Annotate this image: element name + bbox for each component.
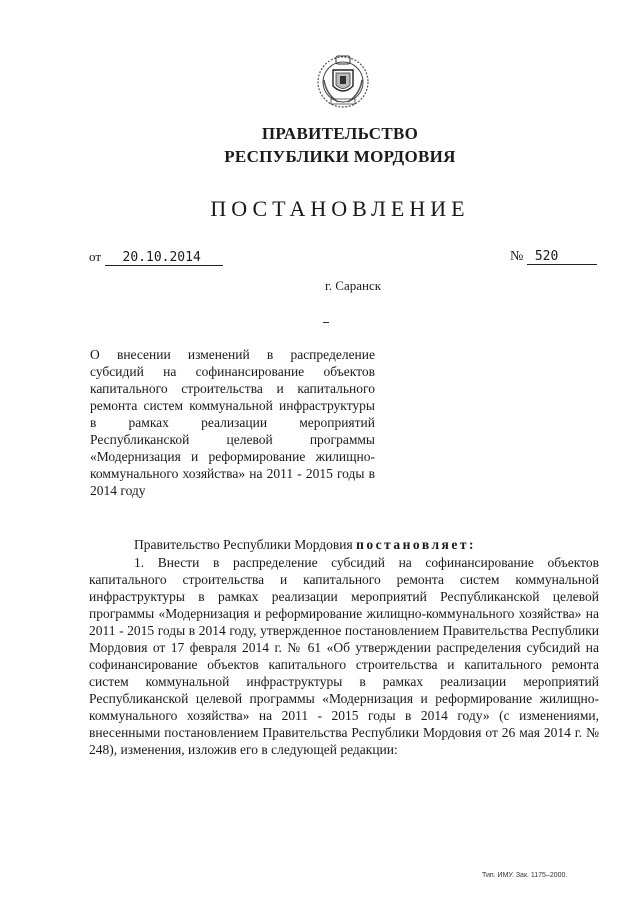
- organization-name-line1: ПРАВИТЕЛЬСТВО: [261, 124, 419, 143]
- number-label: №: [510, 249, 524, 264]
- print-footer: Тип. ИМУ. Зак. 1175–2000.: [482, 872, 568, 879]
- separator-mark: [323, 322, 329, 323]
- number-value: 520: [527, 249, 597, 265]
- organization-name-line2: РЕСПУБЛИКИ МОРДОВИЯ: [224, 147, 456, 166]
- document-heading: О внесении изменений в распределение субсидий на софинансирование объектов капитального строительства и капитального ремонта систем коммунальной инфраструктуры в рамках реализации мероприятий Республиканской целевой программы «Модернизация и реформирование жилищно-коммунального хозяйства» на 2011 - 2015 годы в 2014 году: [90, 347, 375, 498]
- paragraph-1: 1. Внести в распределение субсидий на софинансирование объектов капитального строительства и капитального ремонта систем коммунальной инфраструктуры в рамках реализации мероприятий Республиканской целевой программы «Модернизация и реформирование жилищно-коммунального хозяйства» на 2011 - 2015 годы в 2014 году, утвержденное постановлением Правительства Республики Мордовия от 17 февраля 2014 г. № 61 «Об утверждении распределения субсидий на софинансирование объектов капитального строительства и капитального ремонта систем коммунальной инфраструктуры в рамках реализации мероприятий Республиканской целевой программы «Модернизация и реформирование жилищно-коммунального хозяйства» на 2011 - 2015 годы в 2014 году» (с изменениями, внесенными постановлением Правительства Республики Мордовия от 26 мая 2014 г. № 248), изменения, изложив его в следующей редакции:: [89, 555, 599, 757]
- preamble: [134, 537, 476, 553]
- date-line: [89, 249, 223, 266]
- date-value: 20.10.2014: [105, 250, 223, 266]
- preamble-prefix: Правительство Республики Мордовия: [134, 537, 357, 552]
- date-label: от: [89, 249, 102, 264]
- preamble-verb: постановляет:: [356, 537, 476, 552]
- coat-of-arms-icon: [314, 52, 372, 110]
- city: г. Саранск: [324, 278, 382, 293]
- document-type: ПОСТАНОВЛЕНИЕ: [210, 196, 470, 221]
- number-line: [510, 249, 597, 265]
